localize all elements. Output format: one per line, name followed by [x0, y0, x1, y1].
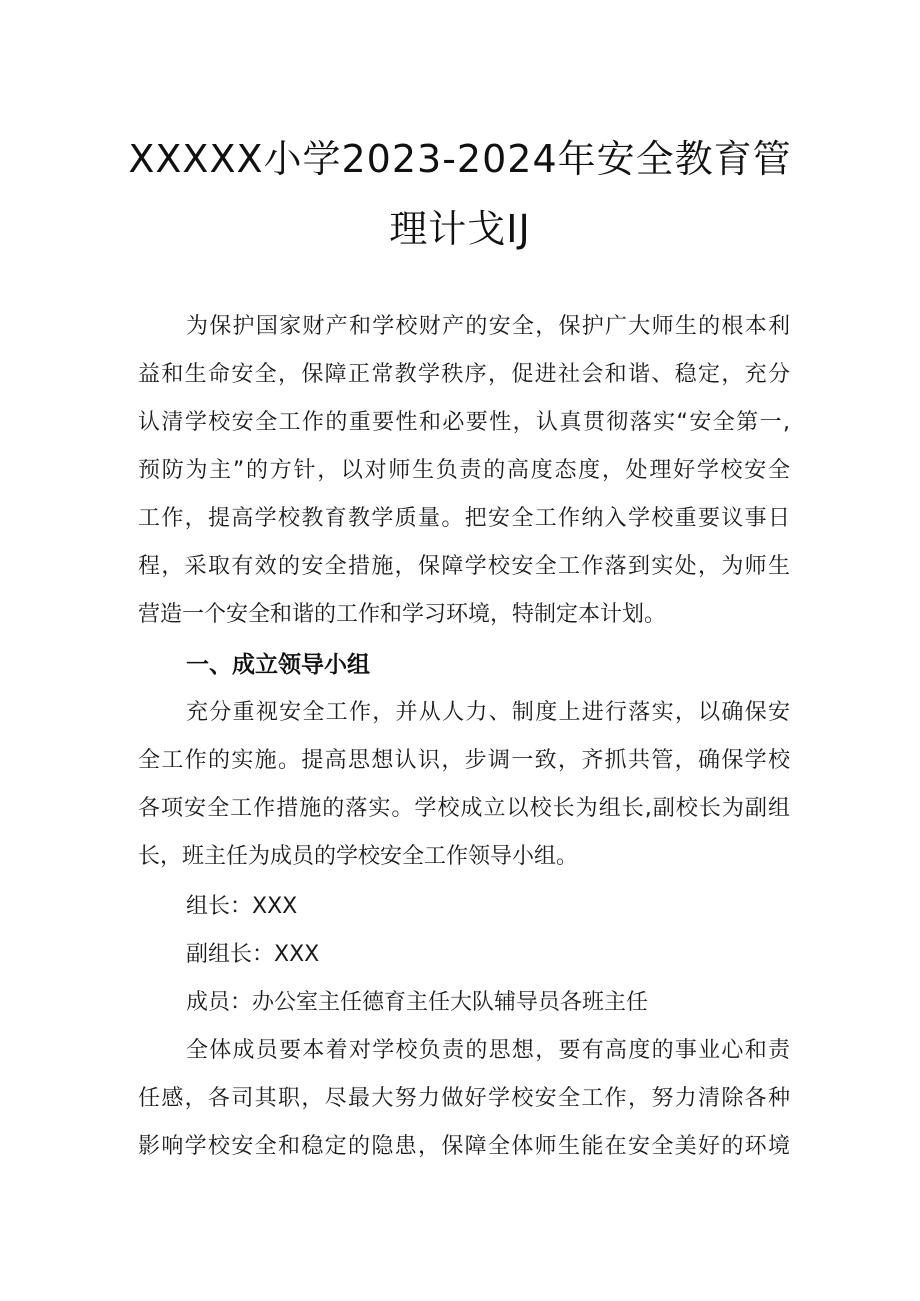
leader-line: 组长：XXX — [186, 894, 298, 919]
section-1-paragraph-line: 各项安全工作措施的落实。学校成立以校长为组长,副校长为副组 — [138, 796, 790, 821]
section-1-paragraph-line: 全工作的实施。提高思想认识，步调一致，齐抓共管，确保学校 — [138, 748, 790, 773]
intro-paragraph-line: 工作，提高学校教育教学质量。把安全工作纳入学校重要议事日 — [138, 506, 790, 531]
intro-paragraph-line: 程，采取有效的安全措施，保障学校安全工作落到实处，为师生 — [138, 554, 790, 579]
document-title-line-1: XXXXX小学2023-2024年安全教育管 — [128, 137, 792, 181]
members-line: 成员：办公室主任德育主任大队辅导员各班主任 — [186, 990, 649, 1015]
closing-paragraph-line: 任感，各司其职，尽最大努力做好学校安全工作，努力清除各种 — [138, 1086, 790, 1111]
closing-paragraph-line: 影响学校安全和稳定的隐患，保障全体师生能在安全美好的环境 — [138, 1134, 790, 1159]
intro-paragraph-line: 预防为主”的方针，以对师生负责的高度态度，处理好学校安全 — [138, 458, 790, 483]
intro-paragraph-line: 益和生命安全，保障正常教学秩序，促进社会和谐、稳定，充分 — [138, 362, 790, 387]
intro-paragraph-line: 为保护国家财产和学校财产的安全，保护广大师生的根本利 — [186, 314, 790, 339]
section-1-heading: 一、成立领导小组 — [186, 652, 370, 678]
document-title-line-2: 理计戈IJ — [389, 207, 531, 251]
deputy-leader-line: 副组长：XXX — [186, 942, 320, 967]
section-1-paragraph-line: 长，班主任为成员的学校安全工作领导小组。 — [138, 844, 579, 869]
closing-paragraph-line: 全体成员要本着对学校负责的思想，要有高度的事业心和责 — [186, 1038, 790, 1063]
intro-paragraph-line: 营造一个安全和谐的工作和学习环境，特制定本计划。 — [138, 602, 667, 627]
intro-paragraph-line: 认清学校安全工作的重要性和必要性，认真贯彻落实“安全第一, — [138, 410, 790, 435]
section-1-paragraph-line: 充分重视安全工作，并从人力、制度上进行落实，以确保安 — [186, 700, 790, 725]
